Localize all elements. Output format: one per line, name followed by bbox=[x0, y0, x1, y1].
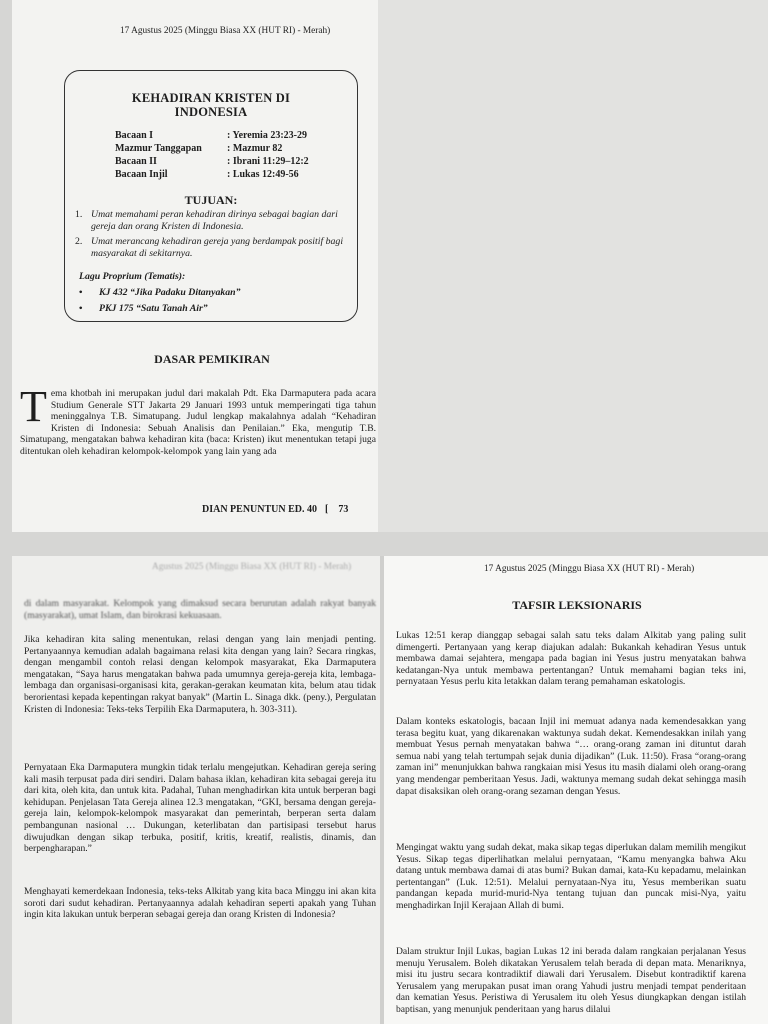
paragraph bbox=[396, 716, 746, 797]
goal-text: Umat memahami peran kehadiran dirinya sebagai bagian dari gereja dan orang Kristen di Indonesia. bbox=[91, 209, 338, 232]
tujuan-title: TUJUAN: bbox=[184, 193, 238, 207]
goal-item bbox=[75, 236, 351, 259]
paragraph-text: ema khotbah ini merupakan judul dari makalah Pdt. Eka Darmaputera pada acara Studium Generale STT Jakarta 29 Januari 1993 untuk memperingati tiga tahun meninggalnya T.B. Simatupang. Judul lengkap makalahnya adalah “Kehadiran Kristen di Indonesia: Sebuah Analisis dan Penilaian.” Eka, mengutip T.B. Simatupang, mengatakan bahwa kehadiran kita (baca: Kristen) ikut menentukan tetapi juga ditentukan oleh kehadiran kelompok-kelompok yang lain yang ada bbox=[20, 388, 376, 457]
reading-value: : Lukas 12:49-56 bbox=[227, 169, 299, 180]
paragraph-text: di dalam masyarakat. Kelompok yang dimaksud secara berurutan adalah rakyat banyak (masyarakat), umat Islam, dan birokrasi kekuasaan. bbox=[24, 598, 376, 621]
footer-bracket: [ bbox=[325, 504, 329, 515]
paragraph-text: Pernyataan Eka Darmaputera mungkin tidak terlalu mengejutkan. Kehadiran gereja sering kali masih terpusat pada diri sendiri. Dalam bahasa iklan, kehadiran kita sebagai gereja itu dari kita, oleh kita, dan untuk kita. Padahal, Tuhan menghadirkan kita untuk berperan bagi kehidupan. Penjelasan Tata Gereja alinea 12.3 mengatakan, “GKI, bersama dengan gereja-gereja lain, kelompok-kelompok masyarakat dan pemerintah, berperan serta dalam pembangunan nasional … Dukungan, keterlibatan dan partisipasi tersebut harus diwujudkan dengan sikap terbuka, positif, kritis, kreatif, realistis, dinamis, dan berpengharapan.” bbox=[24, 762, 376, 855]
box-title-line-1: KEHADIRAN KRISTEN DI bbox=[131, 91, 291, 105]
paragraph-text: Jika kehadiran kita saling menentukan, relasi dengan yang lain menjadi penting. Pertanyaannya kemudian adalah bagaimana relasi kita dengan yang lain? Secara ringkas, dengan mengambil contoh relasi dengan kelompok masyarakat, Eka Darmaputera mengatakan, “Saya harus mengatakan bahwa pada umumnya gereja-gereja kita, lembaga-lembaga dan organisasi-organisasi kita, gerakan-gerakan keumatan kita, belum atau tidak berorientasi kepada kepentingan rakyat banyak” (Martin L. Sinaga dkk. (peny.), Pergulatan Kristen di Indonesia: Teks-teks Terpilih Eka Darmaputera, h. 303-311). bbox=[24, 634, 376, 715]
lagu-title: Lagu Proprium (Tematis): bbox=[79, 271, 186, 282]
goal-number: 1. bbox=[75, 209, 83, 220]
lagu-item bbox=[79, 287, 241, 298]
paragraph bbox=[396, 842, 746, 912]
goal-text: Umat merancang kehadiran gereja yang berdampak positif bagi masyarakat di sekitarnya. bbox=[91, 236, 344, 259]
page-number: 73 bbox=[338, 504, 349, 515]
reading-value: : Mazmur 82 bbox=[227, 143, 283, 154]
section-title: TAFSIR LEKSIONARIS bbox=[512, 598, 642, 612]
page-header: 17 Agustus 2025 (Minggu Biasa XX (HUT RI) - Merah) bbox=[484, 564, 695, 574]
bullet-icon: • bbox=[79, 287, 83, 298]
scanner-bed bbox=[378, 0, 768, 532]
box-title-line-2: INDONESIA bbox=[174, 105, 248, 119]
reading-label: Bacaan II bbox=[115, 156, 157, 167]
reading-value: : Yeremia 23:23-29 bbox=[227, 130, 307, 141]
paragraph bbox=[24, 598, 376, 621]
bottom-left-page bbox=[12, 556, 380, 1024]
page-header: 17 Agustus 2025 (Minggu Biasa XX (HUT RI) - Merah) bbox=[120, 26, 331, 36]
paragraph bbox=[396, 946, 746, 1016]
top-page bbox=[12, 0, 378, 532]
paragraph-text: Dalam struktur Injil Lukas, bagian Lukas 12 ini berada dalam rangkaian perjalanan Yesus menuju Yerusalem. Boleh dikatakan Yerusalem telah berada di depan mata. Menariknya, misi itu justru secara kontradiktif diawali dari Yerusalem. Disebut kontradiktif karena Yerusalem yang merupakan pusat iman orang Yahudi justru menjadi tempat penderitaan dan kematian Yesus. Peristiwa di Yerusalem itu oleh Yesus diungkapkan dengan istilah baptisan, yang menunjuk penderitaan yang harus dilalui bbox=[396, 946, 746, 1015]
reading-label: Bacaan I bbox=[115, 130, 154, 141]
reading-label: Bacaan Injil bbox=[115, 169, 168, 180]
paragraph bbox=[24, 886, 376, 921]
page-footer bbox=[202, 504, 348, 515]
reading-label: Mazmur Tanggapan bbox=[115, 143, 202, 154]
section-title: DASAR PEMIKIRAN bbox=[154, 352, 270, 366]
lagu-text: PKJ 175 “Satu Tanah Air” bbox=[99, 303, 208, 314]
paragraph bbox=[24, 634, 376, 715]
box-title bbox=[65, 91, 357, 119]
reading-value: : Ibrani 11:29–12:2 bbox=[227, 156, 309, 167]
intro-paragraph bbox=[20, 382, 376, 458]
footer-publication: DIAN PENUNTUN ED. 40 bbox=[202, 504, 318, 515]
bottom-right-page bbox=[384, 556, 768, 1024]
lagu-item bbox=[79, 303, 208, 314]
bullet-icon: • bbox=[79, 303, 83, 314]
info-box bbox=[64, 70, 358, 322]
dropcap: T bbox=[20, 382, 47, 431]
paragraph bbox=[24, 762, 376, 855]
goal-item bbox=[75, 209, 351, 232]
paragraph-text: Menghayati kemerdekaan Indonesia, teks-teks Alkitab yang kita baca Minggu ini akan kita soroti dari sudut kehadiran. Pertanyaannya adalah kehadiran seperti apakah yang Tuhan ingin kita lakukan untuk berperan sebagai gereja dan orang Kristen di Indonesia? bbox=[24, 886, 376, 921]
paragraph bbox=[396, 630, 746, 688]
lagu-text: KJ 432 “Jika Padaku Ditanyakan” bbox=[99, 287, 241, 298]
goal-number: 2. bbox=[75, 236, 83, 247]
page-header-faded: Agustus 2025 (Minggu Biasa XX (HUT RI) - Merah) bbox=[152, 562, 352, 572]
paragraph-text: Lukas 12:51 kerap dianggap sebagai salah satu teks dalam Alkitab yang paling sulit dimengerti. Pertanyaan yang kerap diajukan adalah: Bukankah kehadiran Yesus untuk membawa damai sejahtera, mengapa pada bagian ini Yesus justru menyatakan bahwa kedatangan-Nya untuk membawa pertentangan? Untuk memahami bagian teks ini, pernyataan Yesus perlu kita letakkan dalam terang pemahaman eskatologis. bbox=[396, 630, 746, 688]
paragraph-text: Mengingat waktu yang sudah dekat, maka sikap tegas diperlukan dalam memilih mengikut Yesus. Sikap tegas diperlihatkan melalui pernyataan, “Kamu menyangka bahwa Aku datang untuk membawa damai di atas bumi? Bukan damai, kata-Ku kepadamu, melainkan pertentangan” (Luk. 12:51). Melalui pernyataan-Nya itu, Yesus memberikan suatu pandangan kepada murid-murid-Nya tentang tujuan dan puncak misi-Nya, yaitu menghadirkan Injil Kerajaan Allah di bumi. bbox=[396, 842, 746, 911]
paragraph-text: Dalam konteks eskatologis, bacaan Injil ini memuat adanya nada kemendesakkan yang terasa begitu kuat, yang dikarenakan waktunya sudah dekat. Kemendesakkan inilah yang membuat Yesus pernah menyatakan bahwa “… orang-orang zaman ini dituntut darah semua nabi yang telah tertumpah sejak dunia dijadikan” (Luk. 11:50). Frasa “orang-orang zaman ini” menunjukkan bahwa rangkaian misi Yesus itu masih dialami oleh orang-orang yang mendengar pemberitaan Yesus. Jadi, waktunya memang sudah dekat sehingga masih dapat disaksikan oleh orang-orang sezaman dengan Yesus. bbox=[396, 716, 746, 797]
